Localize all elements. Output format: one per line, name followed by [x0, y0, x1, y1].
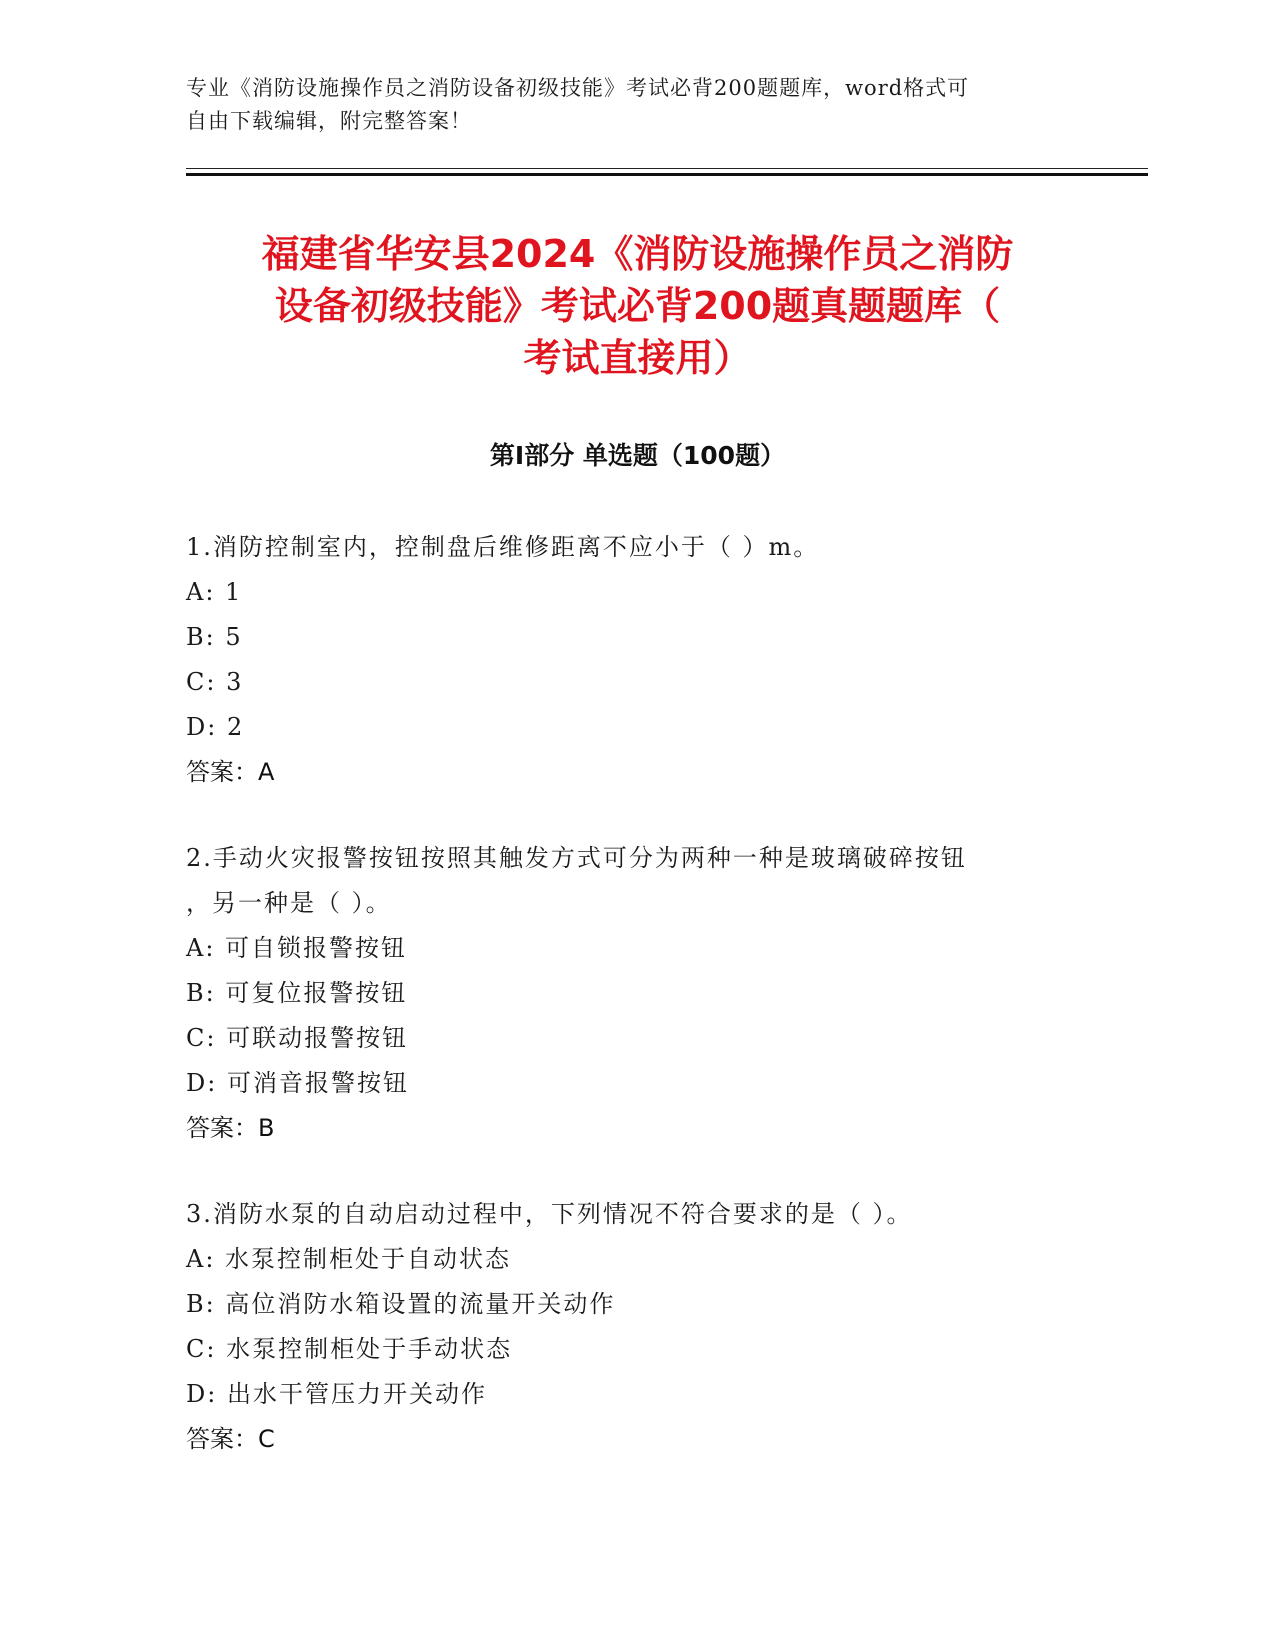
header-note-line-1: 专业《消防设施操作员之消防设备初级技能》考试必背200题题库，word格式可 — [186, 76, 970, 100]
option-d: D: 可消音报警按钮 — [186, 1069, 409, 1097]
option-b: B: 可复位报警按钮 — [186, 979, 408, 1007]
question-stem-line: ，另一种是（ ）。 — [186, 889, 392, 917]
question-stem-line: 3.消防水泵的自动启动过程中，下列情况不符合要求的是（ ）。 — [186, 1200, 913, 1228]
option-a: A: 1 — [186, 578, 243, 606]
question-stem-line: 2.手动火灾报警按钮按照其触发方式可分为两种一种是玻璃破碎按钮 — [186, 844, 967, 872]
header-note — [186, 72, 1066, 138]
answer-line: 答案：A — [186, 758, 275, 786]
title-line-1: 福建省华安县2024《消防设施操作员之消防 — [261, 232, 1014, 276]
section-title: 第Ⅰ部分 单选题（100题） — [489, 441, 786, 470]
option-c: C: 3 — [186, 668, 244, 696]
answer-line: 答案：B — [186, 1114, 275, 1142]
document-title — [150, 228, 1125, 384]
option-c: C: 水泵控制柜处于手动状态 — [186, 1335, 513, 1363]
option-a: A: 可自锁报警按钮 — [186, 934, 408, 962]
answer-line: 答案：C — [186, 1425, 275, 1453]
option-a: A: 水泵控制柜处于自动状态 — [186, 1245, 512, 1273]
option-d: D: 出水干管压力开关动作 — [186, 1380, 487, 1408]
header-note-line-2: 自由下载编辑，附完整答案！ — [186, 109, 472, 133]
header-divider-thick — [186, 173, 1148, 176]
title-line-3: 考试直接用） — [523, 336, 752, 380]
header-divider-thin — [186, 168, 1148, 169]
option-c: C: 可联动报警按钮 — [186, 1024, 409, 1052]
question-stem-line: 1.消防控制室内，控制盘后维修距离不应小于（ ）m。 — [186, 533, 820, 561]
question-list — [186, 525, 1086, 1503]
question-2 — [186, 836, 1086, 1151]
question-1 — [186, 525, 1086, 795]
question-3 — [186, 1192, 1086, 1462]
option-b: B: 5 — [186, 623, 243, 651]
title-line-2: 设备初级技能》考试必背200题真题题库（ — [274, 284, 1001, 328]
option-b: B: 高位消防水箱设置的流量开关动作 — [186, 1290, 616, 1318]
option-d: D: 2 — [186, 713, 245, 741]
